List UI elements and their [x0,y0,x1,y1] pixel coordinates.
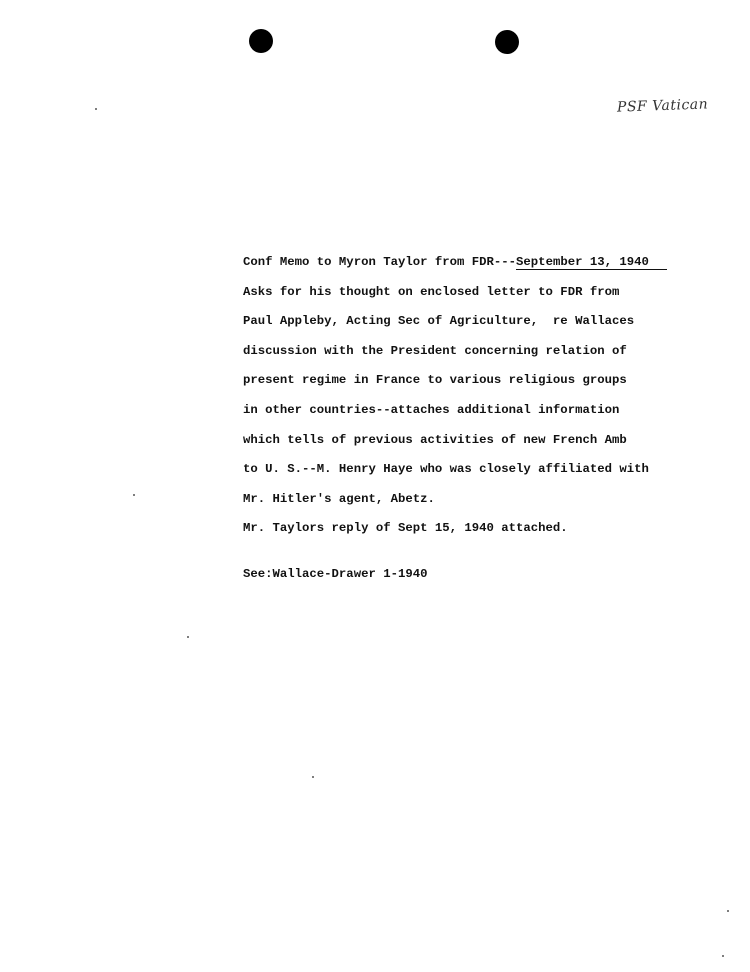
scan-speck [187,636,189,638]
memo-line: in other countries--attaches additional information [243,402,620,417]
punch-hole-right [495,30,519,54]
scan-speck [133,494,135,496]
heading-date: September 13, 1940 [516,255,667,270]
see-also-reference: See:Wallace-Drawer 1-1940 [243,566,428,581]
memo-line: Mr. Taylors reply of Sept 15, 1940 attached. [243,521,568,536]
memo-body [243,252,667,594]
punch-hole-left [249,29,273,53]
scan-speck [95,108,97,110]
memo-line: discussion with the President concerning relation of [243,343,627,358]
scan-speck [722,955,724,957]
handwritten-note: PSF Vatican [616,96,709,116]
heading-prefix: Conf Memo to Myron Taylor from FDR--- [243,255,517,269]
memo-line: Asks for his thought on enclosed letter to FDR from [243,284,620,299]
memo-line: Paul Appleby, Acting Sec of Agriculture, re Wallaces [243,314,635,329]
memo-line: present regime in France to various religious groups [243,373,627,388]
memo-line: which tells of previous activities of new French Amb [243,432,627,447]
memo-heading [243,252,667,282]
scan-speck [727,910,729,912]
memo-line: Mr. Hitler's agent, Abetz. [243,491,435,506]
scan-speck [312,776,314,778]
memo-line: to U. S.--M. Henry Haye who was closely affiliated with [243,462,649,477]
